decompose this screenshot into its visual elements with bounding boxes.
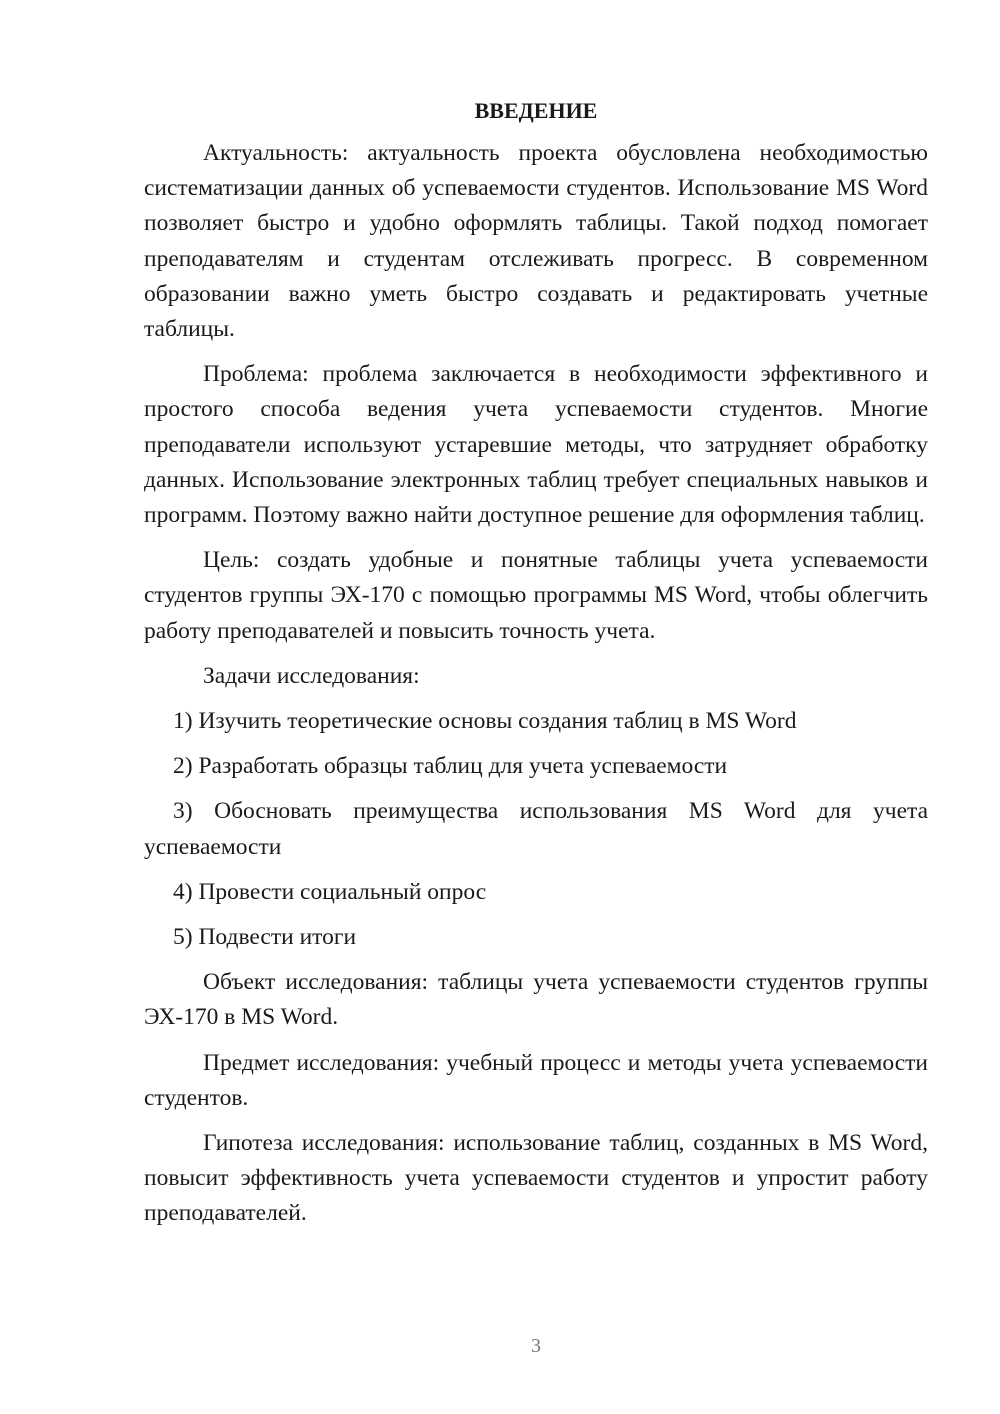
- page-title: ВВЕДЕНИЕ: [474, 98, 598, 123]
- paragraph-problem: Проблема: проблема заключается в необходимости эффективного и простого способа ведения учета успеваемости студентов. Многие преподаватели используют устаревшие методы, что затрудняет обработку данных. Использование электронных таблиц требует специальных навыков и программ. Поэтому важно найти доступное решение для оформления таблиц.: [144, 361, 928, 529]
- document-body: [144, 96, 928, 1242]
- task-item-3: 3) Обосновать преимущества использования MS Word для учета успеваемости: [144, 798, 928, 860]
- paragraph-relevance: Актуальность: актуальность проекта обусловлена необходимостью систематизации данных об успеваемости студентов. Использование MS Word позволяет быстро и удобно оформлять таблицы. Такой подход помогает преподавателям и студентам отслеживать прогресс. В современном образовании важно уметь быстро создавать и редактировать учетные таблицы.: [144, 140, 928, 343]
- task-item-1: 1) Изучить теоретические основы создания таблиц в MS Word: [173, 708, 797, 735]
- paragraph-object: Объект исследования: таблицы учета успеваемости студентов группы ЭХ-170 в MS Word.: [144, 969, 928, 1031]
- tasks-heading: Задачи исследования:: [203, 662, 420, 689]
- paragraph-subject: Предмет исследования: учебный процесс и методы учета успеваемости студентов.: [144, 1049, 928, 1111]
- page-number: 3: [531, 1335, 541, 1357]
- paragraph-hypothesis: Гипотеза исследования: использование таблиц, созданных в MS Word, повысит эффективность учета успеваемости студентов и упростит работу преподавателей.: [144, 1130, 928, 1227]
- paragraph-goal: Цель: создать удобные и понятные таблицы учета успеваемости студентов группы ЭХ-170 с помощью программы MS Word, чтобы облегчить работу преподавателей и повысить точность учета.: [144, 547, 928, 644]
- task-item-5: 5) Подвести итоги: [173, 924, 357, 951]
- task-item-2: 2) Разработать образцы таблиц для учета успеваемости: [173, 753, 728, 780]
- task-item-4: 4) Провести социальный опрос: [173, 878, 487, 905]
